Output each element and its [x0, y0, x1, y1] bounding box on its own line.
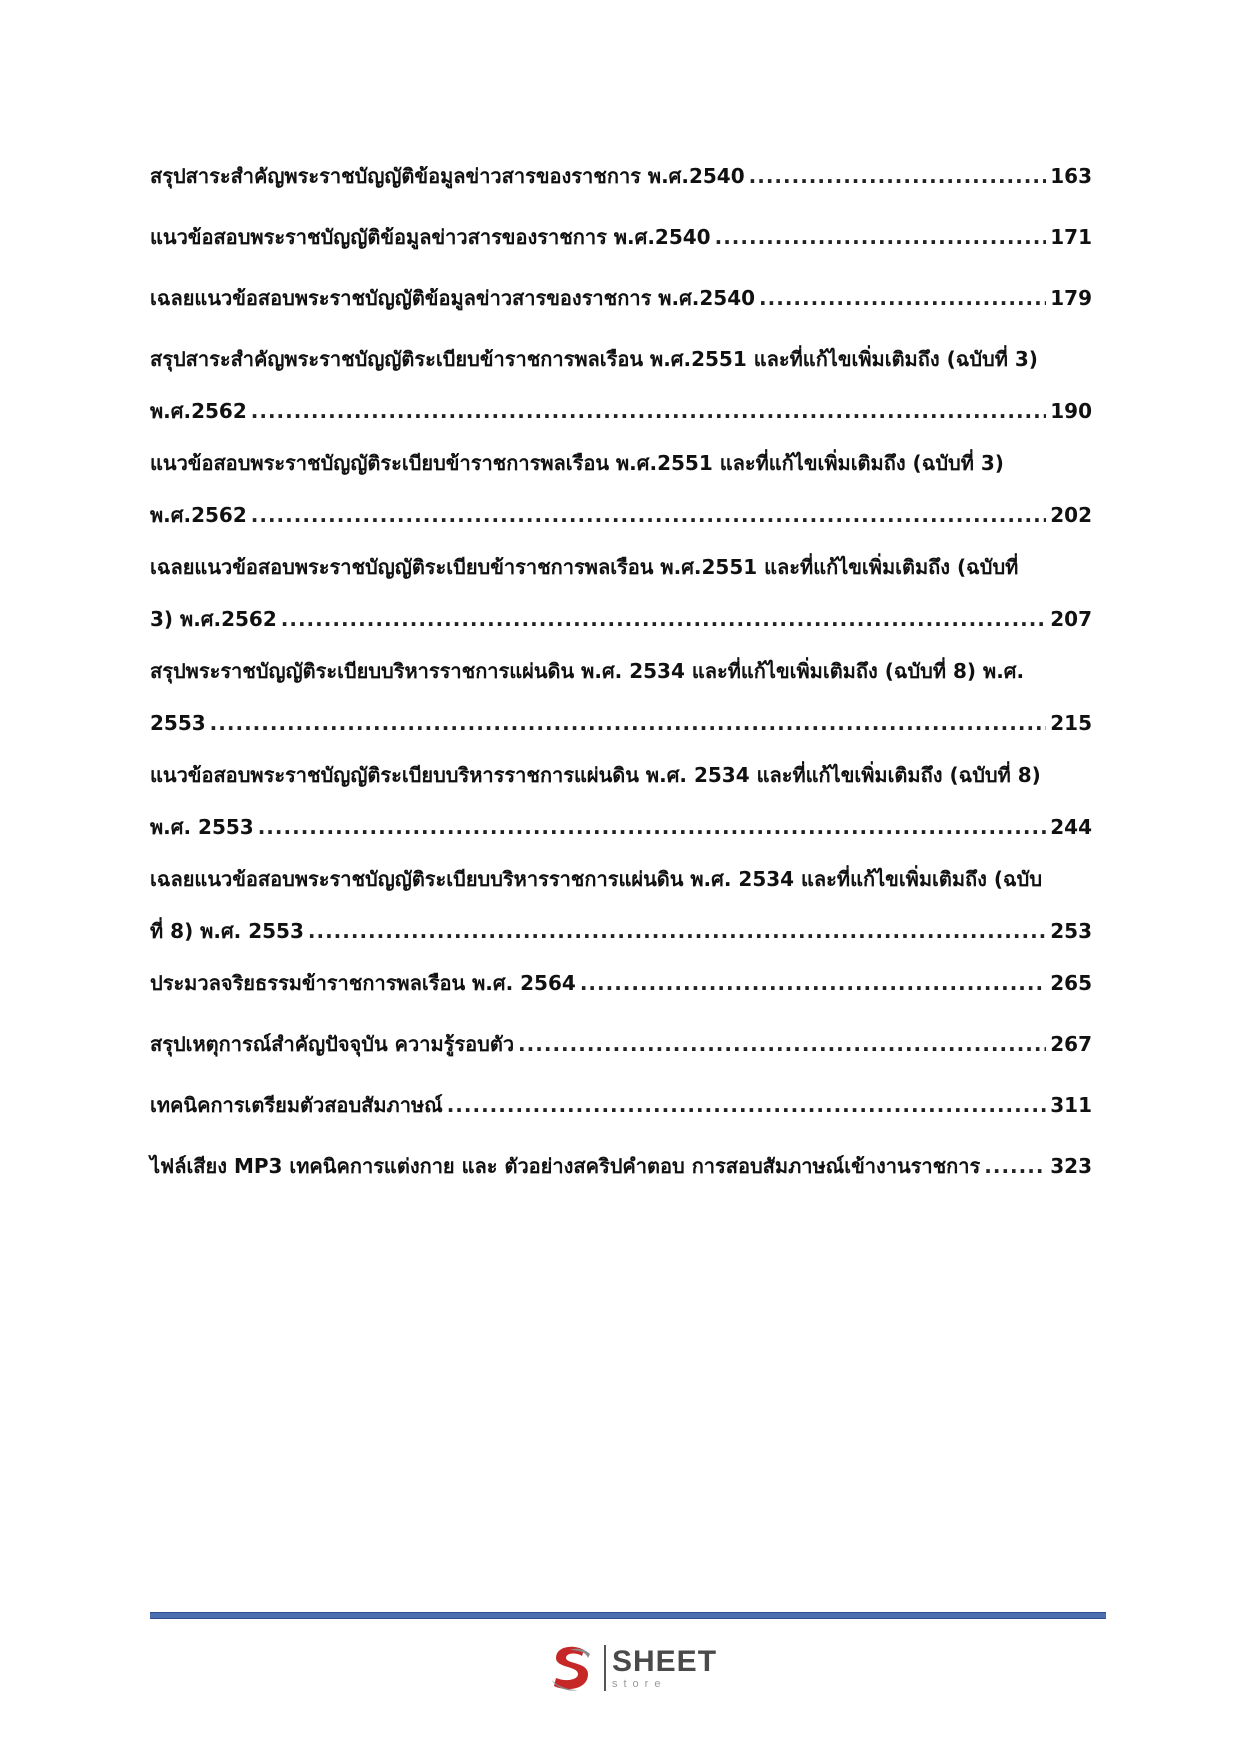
logo-subword: store — [612, 1677, 667, 1690]
sheet-store-logo — [544, 1638, 724, 1698]
toc-entry[interactable] — [150, 749, 1092, 853]
toc-entry-title-continued: ที่ 8) พ.ศ. 2553 — [150, 919, 304, 943]
toc-entry-title-continued: พ.ศ.2562 — [150, 503, 247, 527]
toc-entry[interactable] — [150, 1140, 1092, 1201]
toc-entry[interactable] — [150, 272, 1092, 333]
dot-leader — [580, 957, 1046, 1009]
sheet-store-s-mark-icon — [544, 1640, 600, 1696]
toc-entry-title: แนวข้อสอบพระราชบัญญัติข้อมูลข่าวสารของราชการ พ.ศ.2540 — [150, 225, 711, 249]
logo-wordmark — [612, 1644, 718, 1690]
toc-entry-title-continued: 2553 — [150, 711, 206, 735]
toc-entry-title-continued: พ.ศ. 2553 — [150, 815, 254, 839]
toc-entry[interactable] — [150, 957, 1092, 1018]
toc-entry-title: สรุปพระราชบัญญัติระเบียบบริหารราชการแผ่นดิน พ.ศ. 2534 และที่แก้ไขเพิ่มเติมถึง (ฉบับที่ 8) พ.ศ. — [150, 659, 1025, 683]
toc-entry[interactable] — [150, 645, 1092, 749]
toc-page-number: 267 — [1050, 1032, 1092, 1056]
toc-page-number: 215 — [1050, 711, 1092, 735]
toc-entry-title: สรุปเหตุการณ์สำคัญปัจจุบัน ความรู้รอบตัว — [150, 1032, 515, 1056]
toc-page-number: 253 — [1050, 919, 1092, 943]
dot-leader — [518, 1018, 1046, 1070]
dot-leader — [759, 272, 1046, 324]
dot-leader — [715, 211, 1047, 263]
toc-entry-title: ไฟล์เสียง MP3 เทคนิคการแต่งกาย และ ตัวอย่างสคริปคำตอบ การสอบสัมภาษณ์เข้างานราชการ — [150, 1154, 981, 1178]
toc-page-number: 244 — [1050, 815, 1092, 839]
toc-entry[interactable] — [150, 541, 1092, 645]
toc-entry-title: เฉลยแนวข้อสอบพระราชบัญญัติข้อมูลข่าวสารของราชการ พ.ศ.2540 — [150, 286, 756, 310]
toc-page-number: 179 — [1050, 286, 1092, 310]
toc-entry[interactable] — [150, 1079, 1092, 1140]
toc-entry[interactable] — [150, 150, 1092, 211]
dot-leader — [749, 150, 1047, 202]
toc-entry-title: เทคนิคการเตรียมตัวสอบสัมภาษณ์ — [150, 1093, 443, 1117]
toc-entry-title: สรุปสาระสำคัญพระราชบัญญัติระเบียบข้าราชการพลเรือน พ.ศ.2551 และที่แก้ไขเพิ่มเติมถึง (ฉบับที่ 3) — [150, 347, 1038, 371]
toc-entry-title-continued: 3) พ.ศ.2562 — [150, 607, 277, 631]
toc-page-number: 163 — [1050, 164, 1092, 188]
toc-entry-title: ประมวลจริยธรรมข้าราชการพลเรือน พ.ศ. 2564 — [150, 971, 576, 995]
toc-page-number: 265 — [1050, 971, 1092, 995]
table-of-contents — [150, 150, 1092, 1201]
dot-leader — [281, 593, 1046, 645]
toc-page-number: 323 — [1050, 1154, 1092, 1178]
toc-page-number: 311 — [1050, 1093, 1092, 1117]
toc-entry[interactable] — [150, 437, 1092, 541]
dot-leader — [984, 1140, 1046, 1192]
dot-leader — [258, 801, 1047, 853]
logo-word: SHEET — [612, 1644, 718, 1678]
toc-page-number: 202 — [1050, 503, 1092, 527]
toc-page-number: 190 — [1050, 399, 1092, 423]
toc-entry-title: แนวข้อสอบพระราชบัญญัติระเบียบบริหารราชการแผ่นดิน พ.ศ. 2534 และที่แก้ไขเพิ่มเติมถึง (ฉบับที่ 8) — [150, 763, 1041, 787]
toc-page-number: 207 — [1050, 607, 1092, 631]
toc-entry[interactable] — [150, 1018, 1092, 1079]
dot-leader — [308, 905, 1046, 957]
toc-entry[interactable] — [150, 333, 1092, 437]
dot-leader — [251, 385, 1047, 437]
toc-entry[interactable] — [150, 853, 1092, 957]
logo-divider — [604, 1645, 606, 1691]
dot-leader — [251, 489, 1047, 541]
toc-entry-title-continued: พ.ศ.2562 — [150, 399, 247, 423]
toc-entry-title: แนวข้อสอบพระราชบัญญัติระเบียบข้าราชการพลเรือน พ.ศ.2551 และที่แก้ไขเพิ่มเติมถึง (ฉบับที่ 3) — [150, 451, 1004, 475]
toc-entry-title: เฉลยแนวข้อสอบพระราชบัญญัติระเบียบข้าราชการพลเรือน พ.ศ.2551 และที่แก้ไขเพิ่มเติมถึง (ฉบับที่ — [150, 555, 1019, 579]
dot-leader — [447, 1079, 1047, 1131]
toc-entry-title: เฉลยแนวข้อสอบพระราชบัญญัติระเบียบบริหารราชการแผ่นดิน พ.ศ. 2534 และที่แก้ไขเพิ่มเติมถึง (ฉบับ — [150, 867, 1043, 891]
toc-page-number: 171 — [1050, 225, 1092, 249]
footer-divider — [150, 1612, 1106, 1619]
toc-entry-title: สรุปสาระสำคัญพระราชบัญญัติข้อมูลข่าวสารของราชการ พ.ศ.2540 — [150, 164, 745, 188]
dot-leader — [210, 697, 1047, 749]
toc-entry[interactable] — [150, 211, 1092, 272]
